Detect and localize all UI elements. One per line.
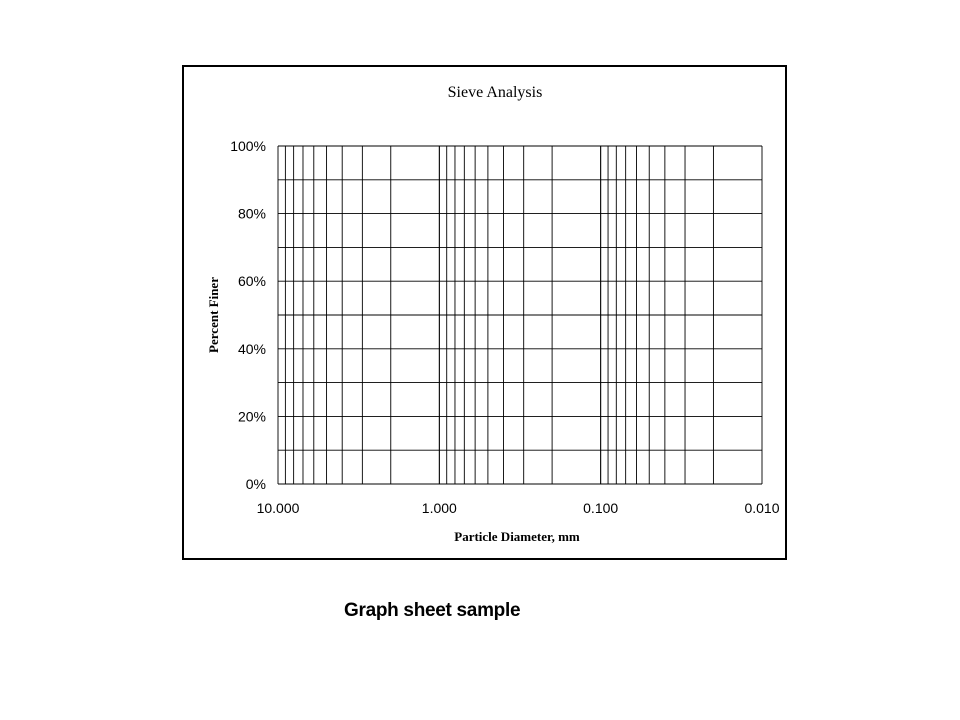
y-tick-label: 60% [237, 273, 266, 290]
x-tick-label: 10.000 [256, 500, 300, 516]
y-tick-label: 0% [245, 476, 266, 492]
caption: Graph sheet sample [344, 600, 521, 621]
y-tick-label: 20% [237, 408, 266, 425]
x-tick-label: 0.010 [744, 500, 780, 516]
x-tick-label: 1.000 [421, 500, 457, 516]
y-tick-label: 80% [237, 205, 266, 222]
x-axis-label: Particle Diameter, mm [454, 529, 580, 544]
x-tick-label: 0.100 [583, 500, 619, 516]
y-axis-label: Percent Finer [206, 277, 221, 353]
x-tick-labels [257, 500, 780, 516]
y-tick-label: 40% [237, 340, 266, 357]
grid [278, 146, 762, 484]
y-tick-label: 100% [230, 138, 266, 154]
y-tick-labels [230, 138, 266, 492]
chart-title: Sieve Analysis [447, 84, 543, 101]
